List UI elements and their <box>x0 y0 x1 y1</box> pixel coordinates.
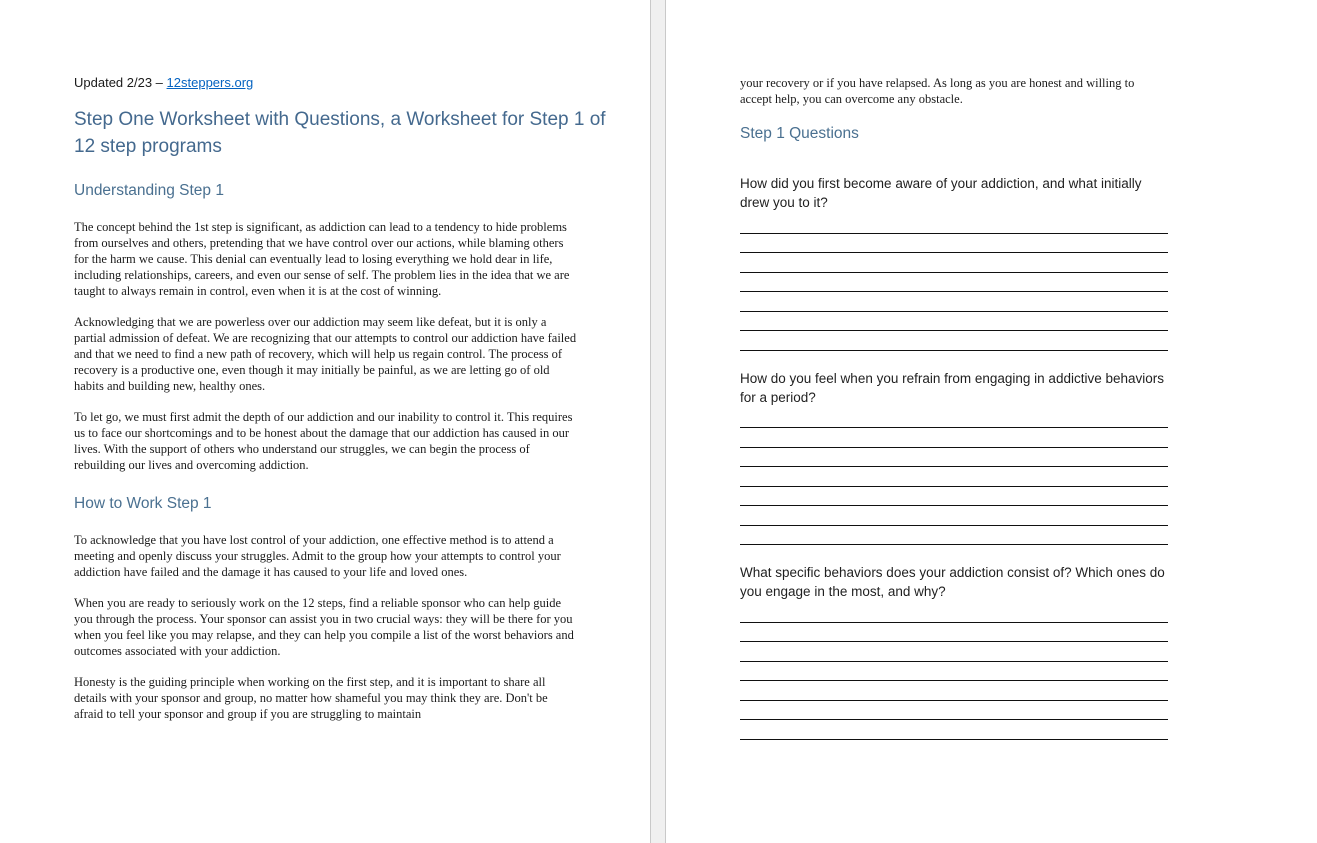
question-1-text: How did you first become aware of your addiction, and what initially drew you to it? <box>740 176 1142 210</box>
answer-line[interactable] <box>740 428 1168 448</box>
paragraph-acknowledging: Acknowledging that we are powerless over our addiction may seem like defeat, but it is only a partial admission of defeat. We are recognizing that our attempts to control our addiction have failed and that we need to find a new path of recovery, which will help us regain control. The process of recovery is a productive one, even though it may initially be painful, as we are letting go of old habits and building new, healthy ones. <box>74 315 577 393</box>
heading-understanding-step-1: Understanding Step 1 <box>74 182 224 199</box>
page-2-content <box>666 0 1168 740</box>
answer-line[interactable] <box>740 623 1168 643</box>
question-2-answer-lines <box>740 409 1168 546</box>
answer-line[interactable] <box>740 701 1168 721</box>
paragraph-sponsor: When you are ready to seriously work on the 12 steps, find a reliable sponsor who can help guide you through the process. Your sponsor can assist you in two crucial ways: they will be there for you when you feel like you may relapse, and they can help you compile a list of the worst behaviors and outcomes associated with your addiction. <box>74 596 574 658</box>
question-3-text: What specific behaviors does your addiction consist of? Which ones do you engage in the most, and why? <box>740 565 1165 599</box>
question-3-answer-lines <box>740 603 1168 740</box>
answer-line[interactable] <box>740 214 1168 234</box>
answer-line[interactable] <box>740 273 1168 293</box>
paragraph-acknowledge-method: To acknowledge that you have lost control of your addiction, one effective method is to attend a meeting and openly discuss your struggles. Admit to the group how your attempts to control your addiction have failed and the damage it has caused to your life and loved ones. <box>74 533 561 579</box>
answer-line[interactable] <box>740 331 1168 351</box>
heading-how-to-work-step-1: How to Work Step 1 <box>74 495 212 512</box>
answer-line[interactable] <box>740 253 1168 273</box>
answer-line[interactable] <box>740 603 1168 623</box>
answer-line[interactable] <box>740 526 1168 546</box>
heading-step-1-questions: Step 1 Questions <box>740 125 859 142</box>
answer-line[interactable] <box>740 409 1168 429</box>
answer-line[interactable] <box>740 662 1168 682</box>
paragraph-let-go: To let go, we must first admit the depth of our addiction and our inability to control it. This requires us to face our shortcomings and to be honest about the damage that our addiction has caused in our lives. With the support of others who understand our struggles, we can begin the process of rebuilding our lives and overcoming addiction. <box>74 410 573 472</box>
paragraph-honesty: Honesty is the guiding principle when working on the first step, and it is important to share all details with your sponsor and group, no matter how shameful you may think they are. Don't be afraid to tell your sponsor and group if you are struggling to maintain <box>74 675 548 721</box>
updated-line <box>74 75 650 91</box>
page-2 <box>666 0 1317 843</box>
answer-line[interactable] <box>740 448 1168 468</box>
answer-line[interactable] <box>740 487 1168 507</box>
answer-line[interactable] <box>740 312 1168 332</box>
page-gutter-divider <box>650 0 666 843</box>
question-block-2 <box>740 369 1168 546</box>
paragraph-continuation: your recovery or if you have relapsed. As long as you are honest and willing to accept help, you can overcome any obstacle. <box>740 76 1135 106</box>
answer-line[interactable] <box>740 681 1168 701</box>
answer-line[interactable] <box>740 506 1168 526</box>
answer-line[interactable] <box>740 467 1168 487</box>
paragraph-concept: The concept behind the 1st step is significant, as addiction can lead to a tendency to hide problems from ourselves and others, pretending that we have control over our actions, while blaming others for the harm we cause. This denial can eventually lead to losing everything we hold dear in life, including relationships, careers, and even our sense of self. The problem lies in the idea that we are taught to always remain in control, even when it is at the cost of winning. <box>74 220 570 298</box>
12steppers-link[interactable]: 12steppers.org <box>166 75 254 90</box>
updated-date-text: Updated 2/23 – <box>74 75 167 90</box>
question-1-answer-lines <box>740 214 1168 351</box>
answer-line[interactable] <box>740 720 1168 740</box>
question-2-text: How do you feel when you refrain from engaging in addictive behaviors for a period? <box>740 370 1164 405</box>
answer-line[interactable] <box>740 292 1168 312</box>
question-block-1 <box>740 174 1168 351</box>
page-1 <box>0 0 650 843</box>
document-title: Step One Worksheet with Questions, a Worksheet for Step 1 of 12 step programs <box>74 109 606 157</box>
answer-line[interactable] <box>740 234 1168 254</box>
question-block-3 <box>740 563 1168 740</box>
answer-line[interactable] <box>740 642 1168 662</box>
page-1-content <box>0 0 650 722</box>
